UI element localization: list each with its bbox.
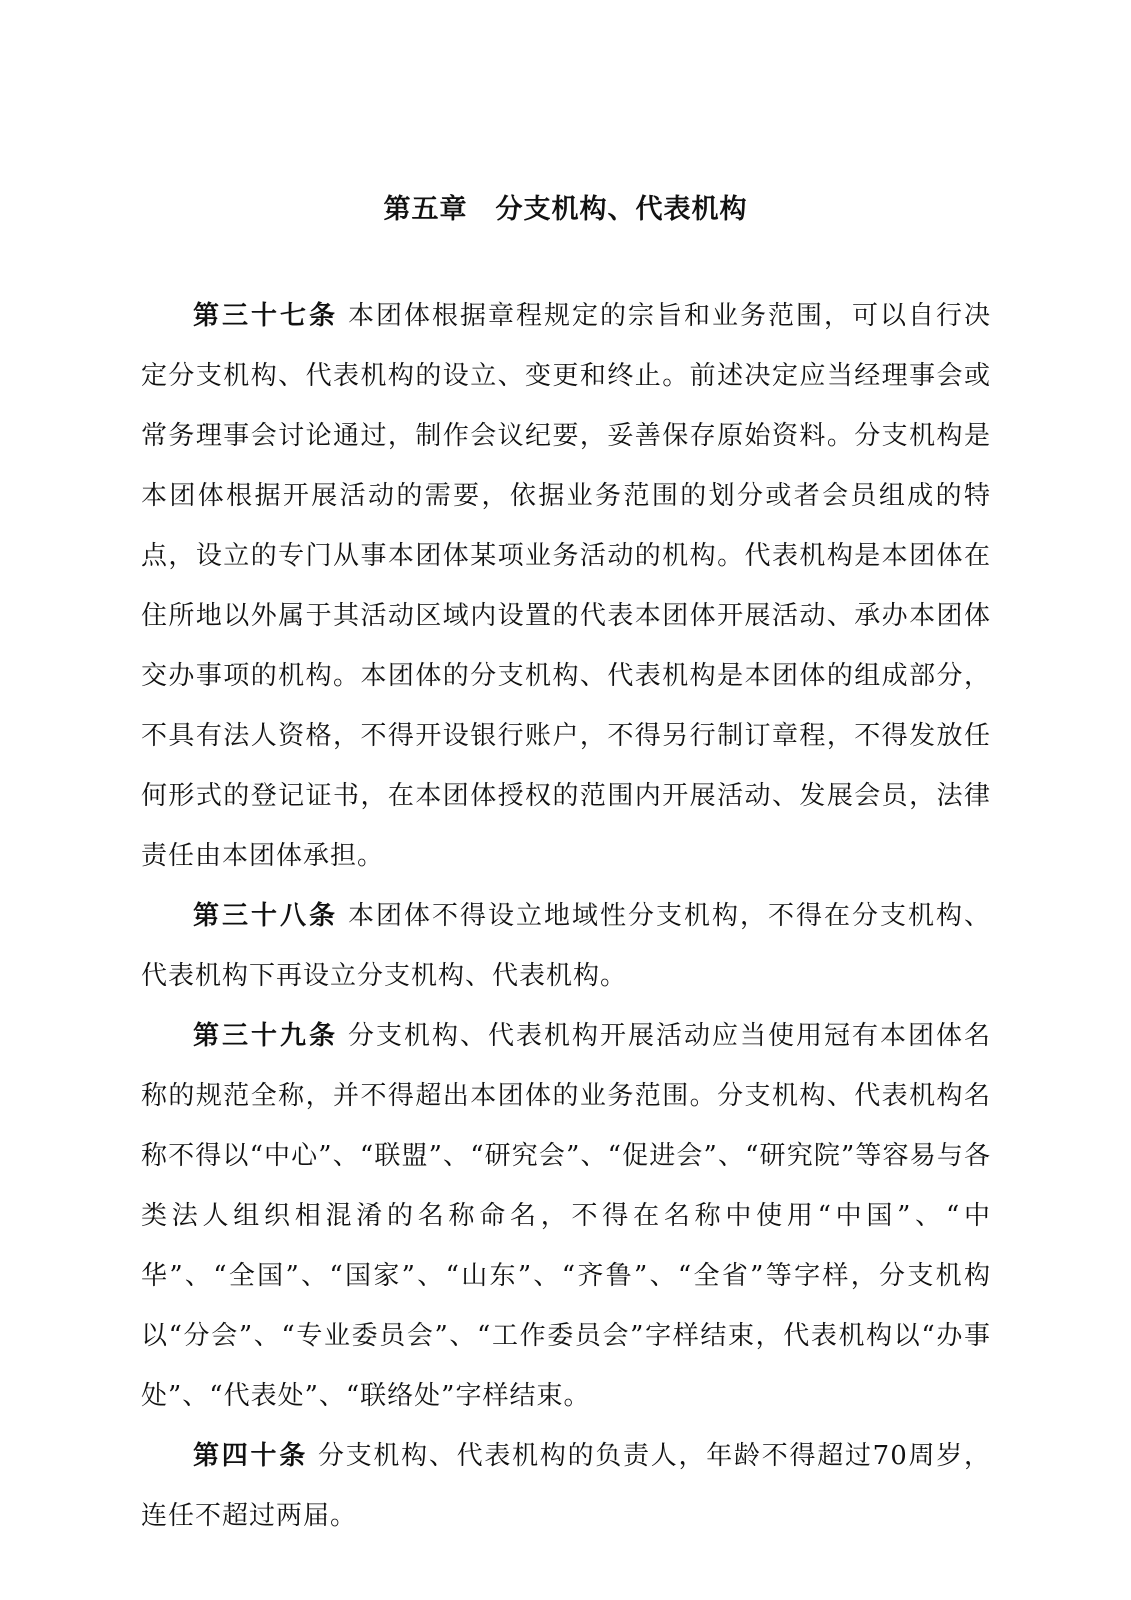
article-label: 第四十条 — [193, 1441, 308, 1471]
article-label: 第三十八条 — [193, 901, 338, 931]
article-text: 本团体不得设立地域性分支机构，不得在分支机构、代表机构下再设立分支机构、代表机构。 — [141, 901, 991, 991]
article-39 — [141, 1006, 991, 1426]
article-label: 第三十九条 — [193, 1021, 338, 1051]
article-38 — [141, 886, 991, 1006]
article-text: 分支机构、代表机构开展活动应当使用冠有本团体名称的规范全称，并不得超出本团体的业务范围。分支机构、代表机构名称不得以“中心”、“联盟”、“研究会”、“促进会”、“研究院”等容易与各类法人组织相混淆的名称命名，不得在名称中使用“中国”、“中华”、“全国”、“国家”、“山东”、“齐鲁”、“全省”等字样，分支机构以“分会”、“专业委员会”、“工作委员会”字样结束，代表机构以“办事处”、“代表处”、“联络处”字样结束。 — [141, 1021, 991, 1411]
chapter-title: 第五章 分支机构、代表机构 — [383, 194, 748, 226]
article-label: 第三十七条 — [193, 301, 338, 331]
article-text: 分支机构、代表机构的负责人，年龄不得超过70周岁，连任不超过两届。 — [141, 1441, 991, 1531]
article-37 — [141, 286, 991, 886]
article-40 — [141, 1426, 991, 1546]
article-text: 本团体根据章程规定的宗旨和业务范围，可以自行决定分支机构、代表机构的设立、变更和终止。前述决定应当经理事会或常务理事会讨论通过，制作会议纪要，妥善保存原始资料。分支机构是本团体根据开展活动的需要，依据业务范围的划分或者会员组成的特点，设立的专门从事本团体某项业务活动的机构。代表机构是本团体在住所地以外属于其活动区域内设置的代表本团体开展活动、承办本团体交办事项的机构。本团体的分支机构、代表机构是本团体的组成部分，不具有法人资格，不得开设银行账户，不得另行制订章程，不得发放任何形式的登记证书，在本团体授权的范围内开展活动、发展会员，法律责任由本团体承担。 — [141, 301, 991, 871]
document-body — [141, 286, 991, 1546]
